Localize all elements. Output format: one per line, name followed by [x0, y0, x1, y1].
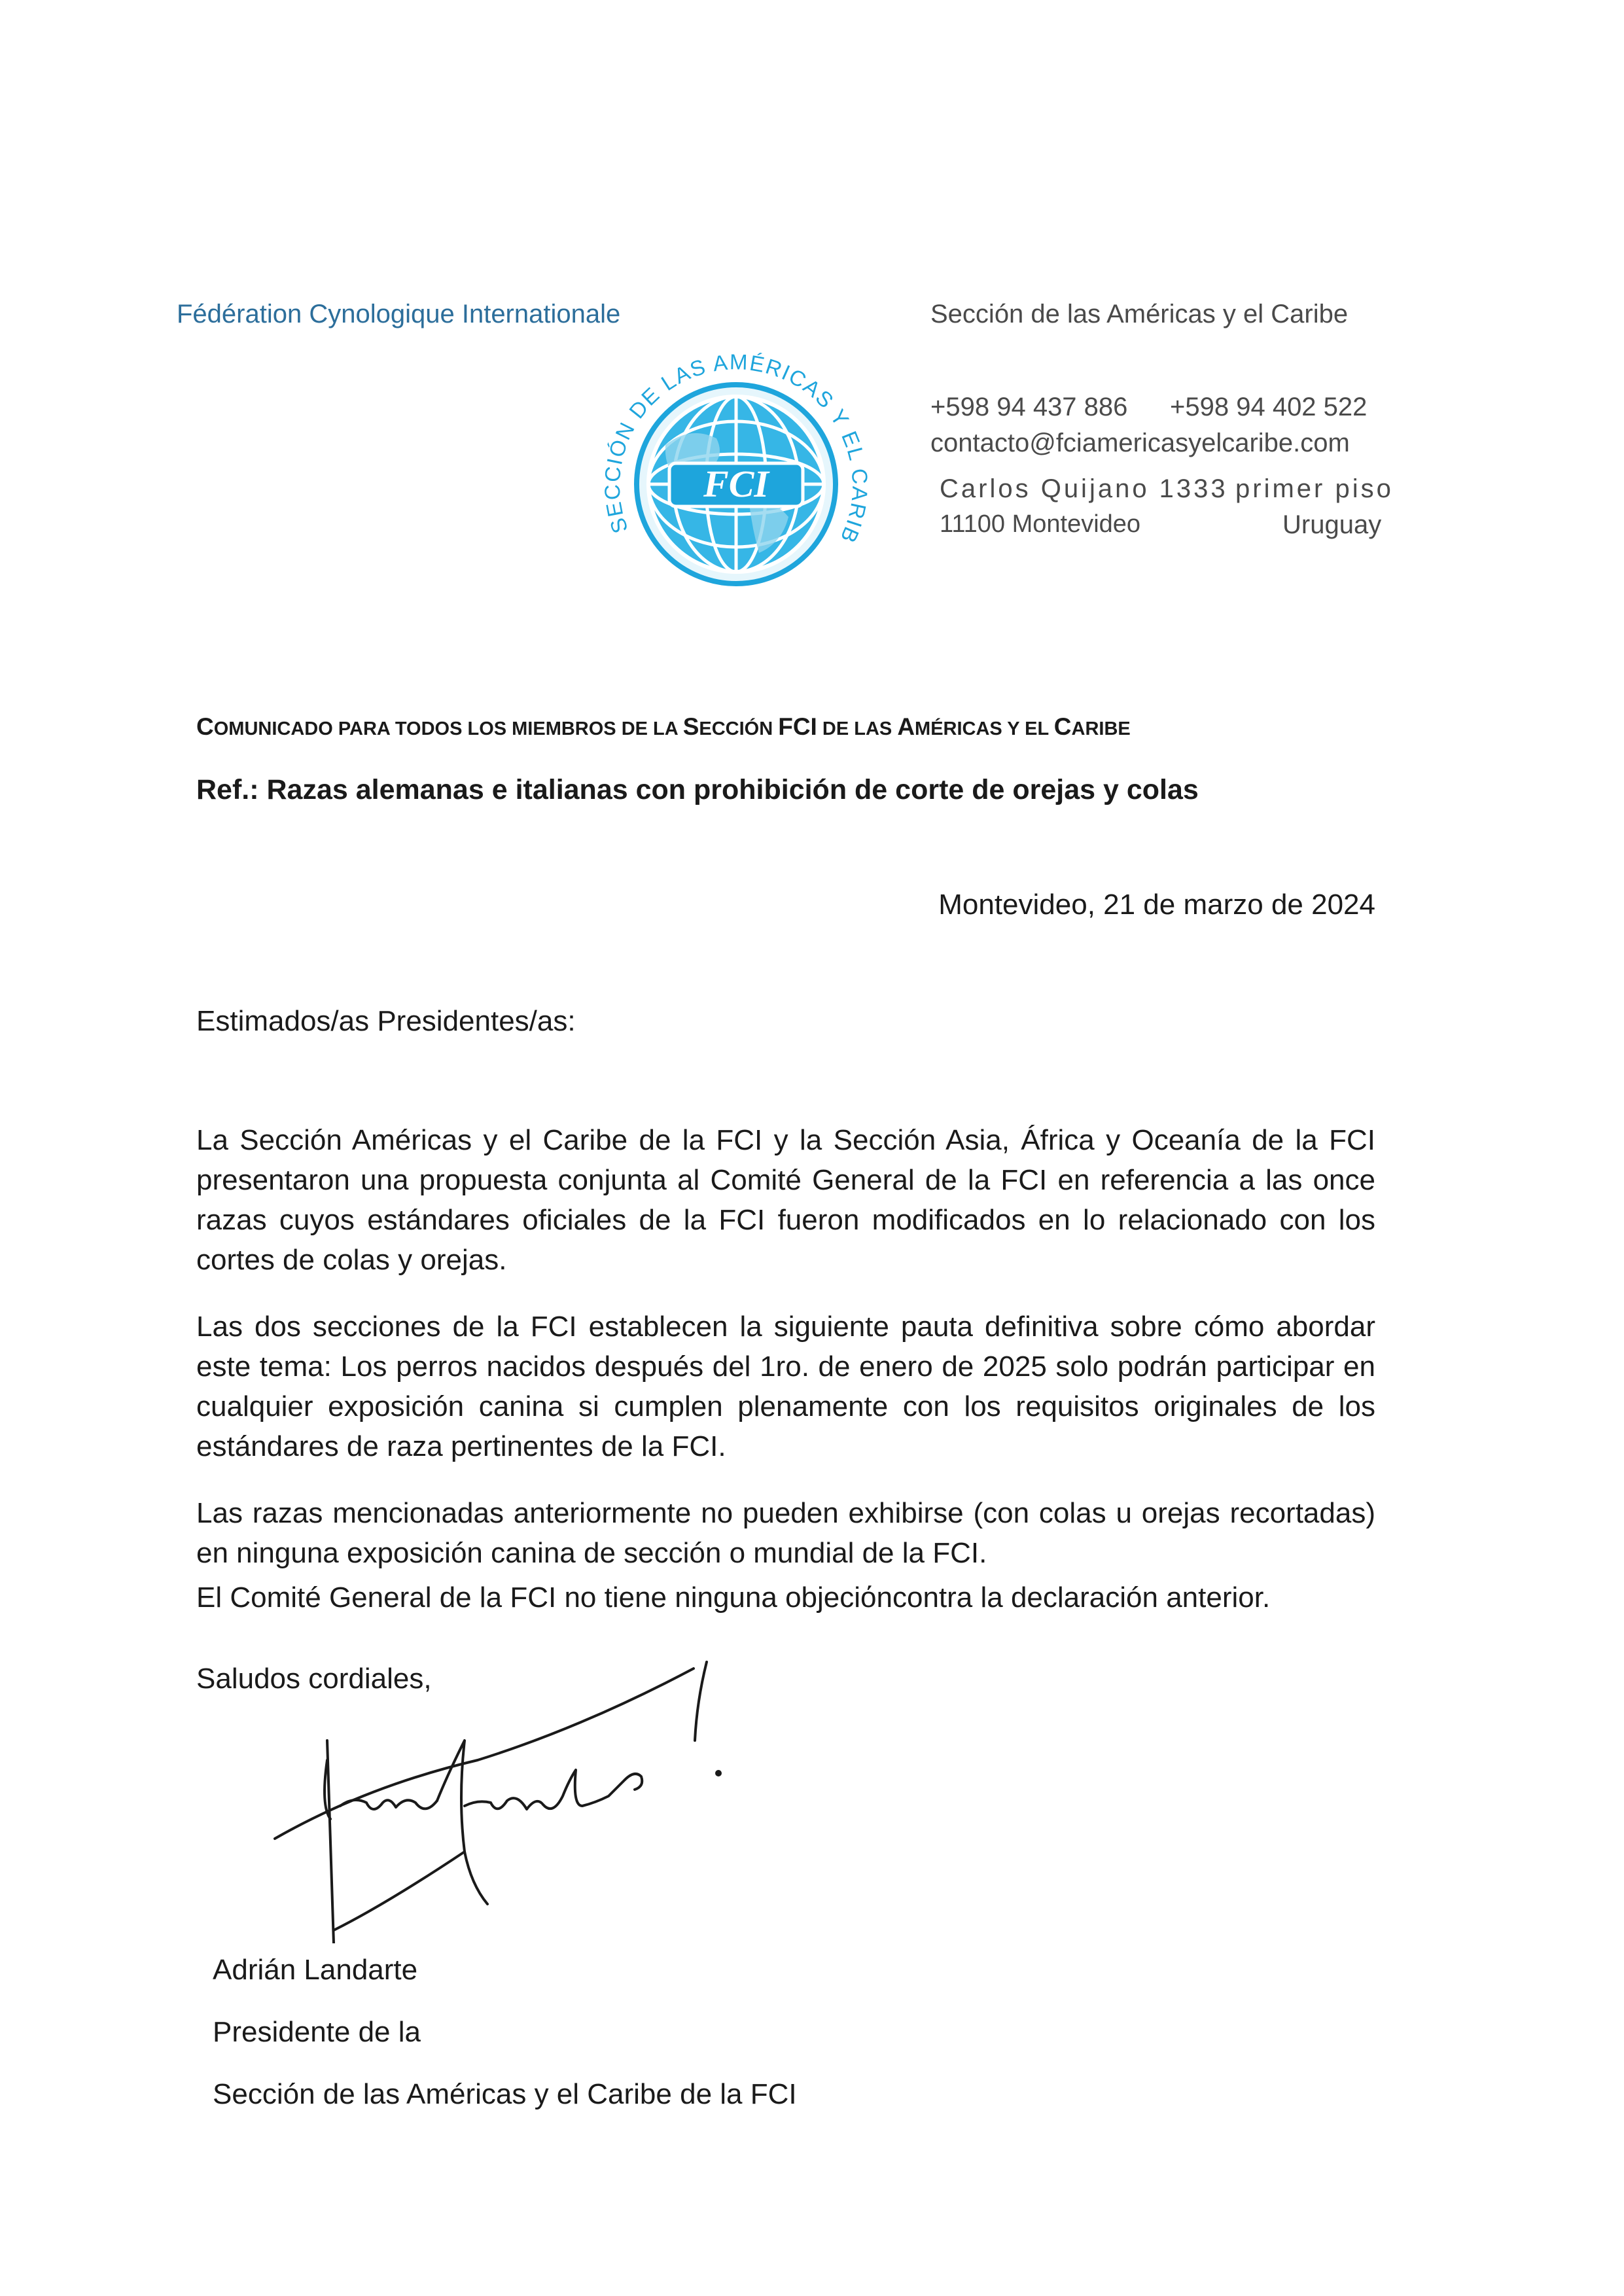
greeting: Estimados/as Presidentes/as:	[196, 1005, 576, 1037]
title-part2-big: S	[682, 713, 699, 740]
organization-name: Fédération Cynologique Internationale	[177, 300, 621, 328]
signer-role-1: Presidente de la	[213, 2016, 421, 2048]
fci-section-logo	[592, 327, 880, 615]
title-part1-big: C	[196, 713, 214, 740]
fci-globe-emblem	[592, 327, 880, 615]
city-postal: 11100 Montevideo	[940, 510, 1141, 538]
signer-role-2: Sección de las Américas y el Caribe de la FCI	[213, 2078, 797, 2110]
logo-ring-text-path: SECCIÓN DE LAS AMÉRICAS Y EL CARIB	[599, 349, 873, 548]
communique-title	[196, 713, 1131, 741]
section-name: Sección de las Américas y el Caribe	[930, 300, 1349, 328]
floor-info: primer piso	[1235, 474, 1394, 503]
paragraph-4: El Comité General de la FCI no tiene ninguna objeciόncontra la declaración anterior.	[196, 1581, 1271, 1614]
logo-center-text: FCI	[703, 463, 769, 505]
paragraph-2: Las dos secciones de la FCI establecen la siguiente pauta definitiva sobre cómo abordar este tema: Los perros nacidos después del 1ro. de enero de 2025 solo podrán participar en cualquier exposición canina si cumplen plenamente con los requisitos originales de los estándares de raza pertinentes de la FCI.	[196, 1311, 1375, 1462]
paragraph-3: Las razas mencionadas anteriormente no pueden exhibirse (con colas u orejas recortadas) en ninguna exposición canina de sección o mundial de la FCI.	[196, 1497, 1375, 1569]
title-part3-big: FCI	[778, 713, 817, 740]
letter-date: Montevideo, 21 de marzo de 2024	[938, 889, 1375, 921]
email-address: contacto@fciamericasyelcaribe.com	[930, 429, 1350, 457]
phone-2: +598 94 402 522	[1170, 393, 1368, 421]
reference-line: Ref.: Razas alemanas e italianas con prohibición de corte de orejas y colas	[196, 774, 1199, 805]
country: Uruguay	[1282, 510, 1382, 539]
title-part4-small: MÉRICAS Y EL	[915, 718, 1054, 739]
title-part5-big: C	[1053, 713, 1072, 740]
handwritten-signature	[268, 1655, 739, 1943]
title-part5-small: ARIBE	[1071, 718, 1131, 739]
title-part2-small: ECCIÓN	[699, 718, 779, 739]
signer-name: Adrián Landarte	[213, 1954, 418, 1986]
phone-1: +598 94 437 886	[930, 393, 1128, 421]
title-part1-small: OMUNICADO PARA TODOS LOS MIEMBROS DE LA	[213, 718, 683, 739]
title-part3-small: DE LAS	[817, 718, 898, 739]
closing: Saludos cordiales,	[196, 1663, 432, 1695]
paragraph-1: La Sección Américas y el Caribe de la FCI y la Sección Asia, África y Oceanía de la FCI presentaron una propuesta conjunta al Comité General de la FCI en referencia a las once razas cuyos estándares oficiales de la FCI fueron modificados en lo relacionado con los cortes de colas y orejas.	[196, 1124, 1375, 1276]
title-part4-big: A	[897, 713, 915, 740]
street-address: Carlos Quijano 1333	[940, 474, 1228, 503]
